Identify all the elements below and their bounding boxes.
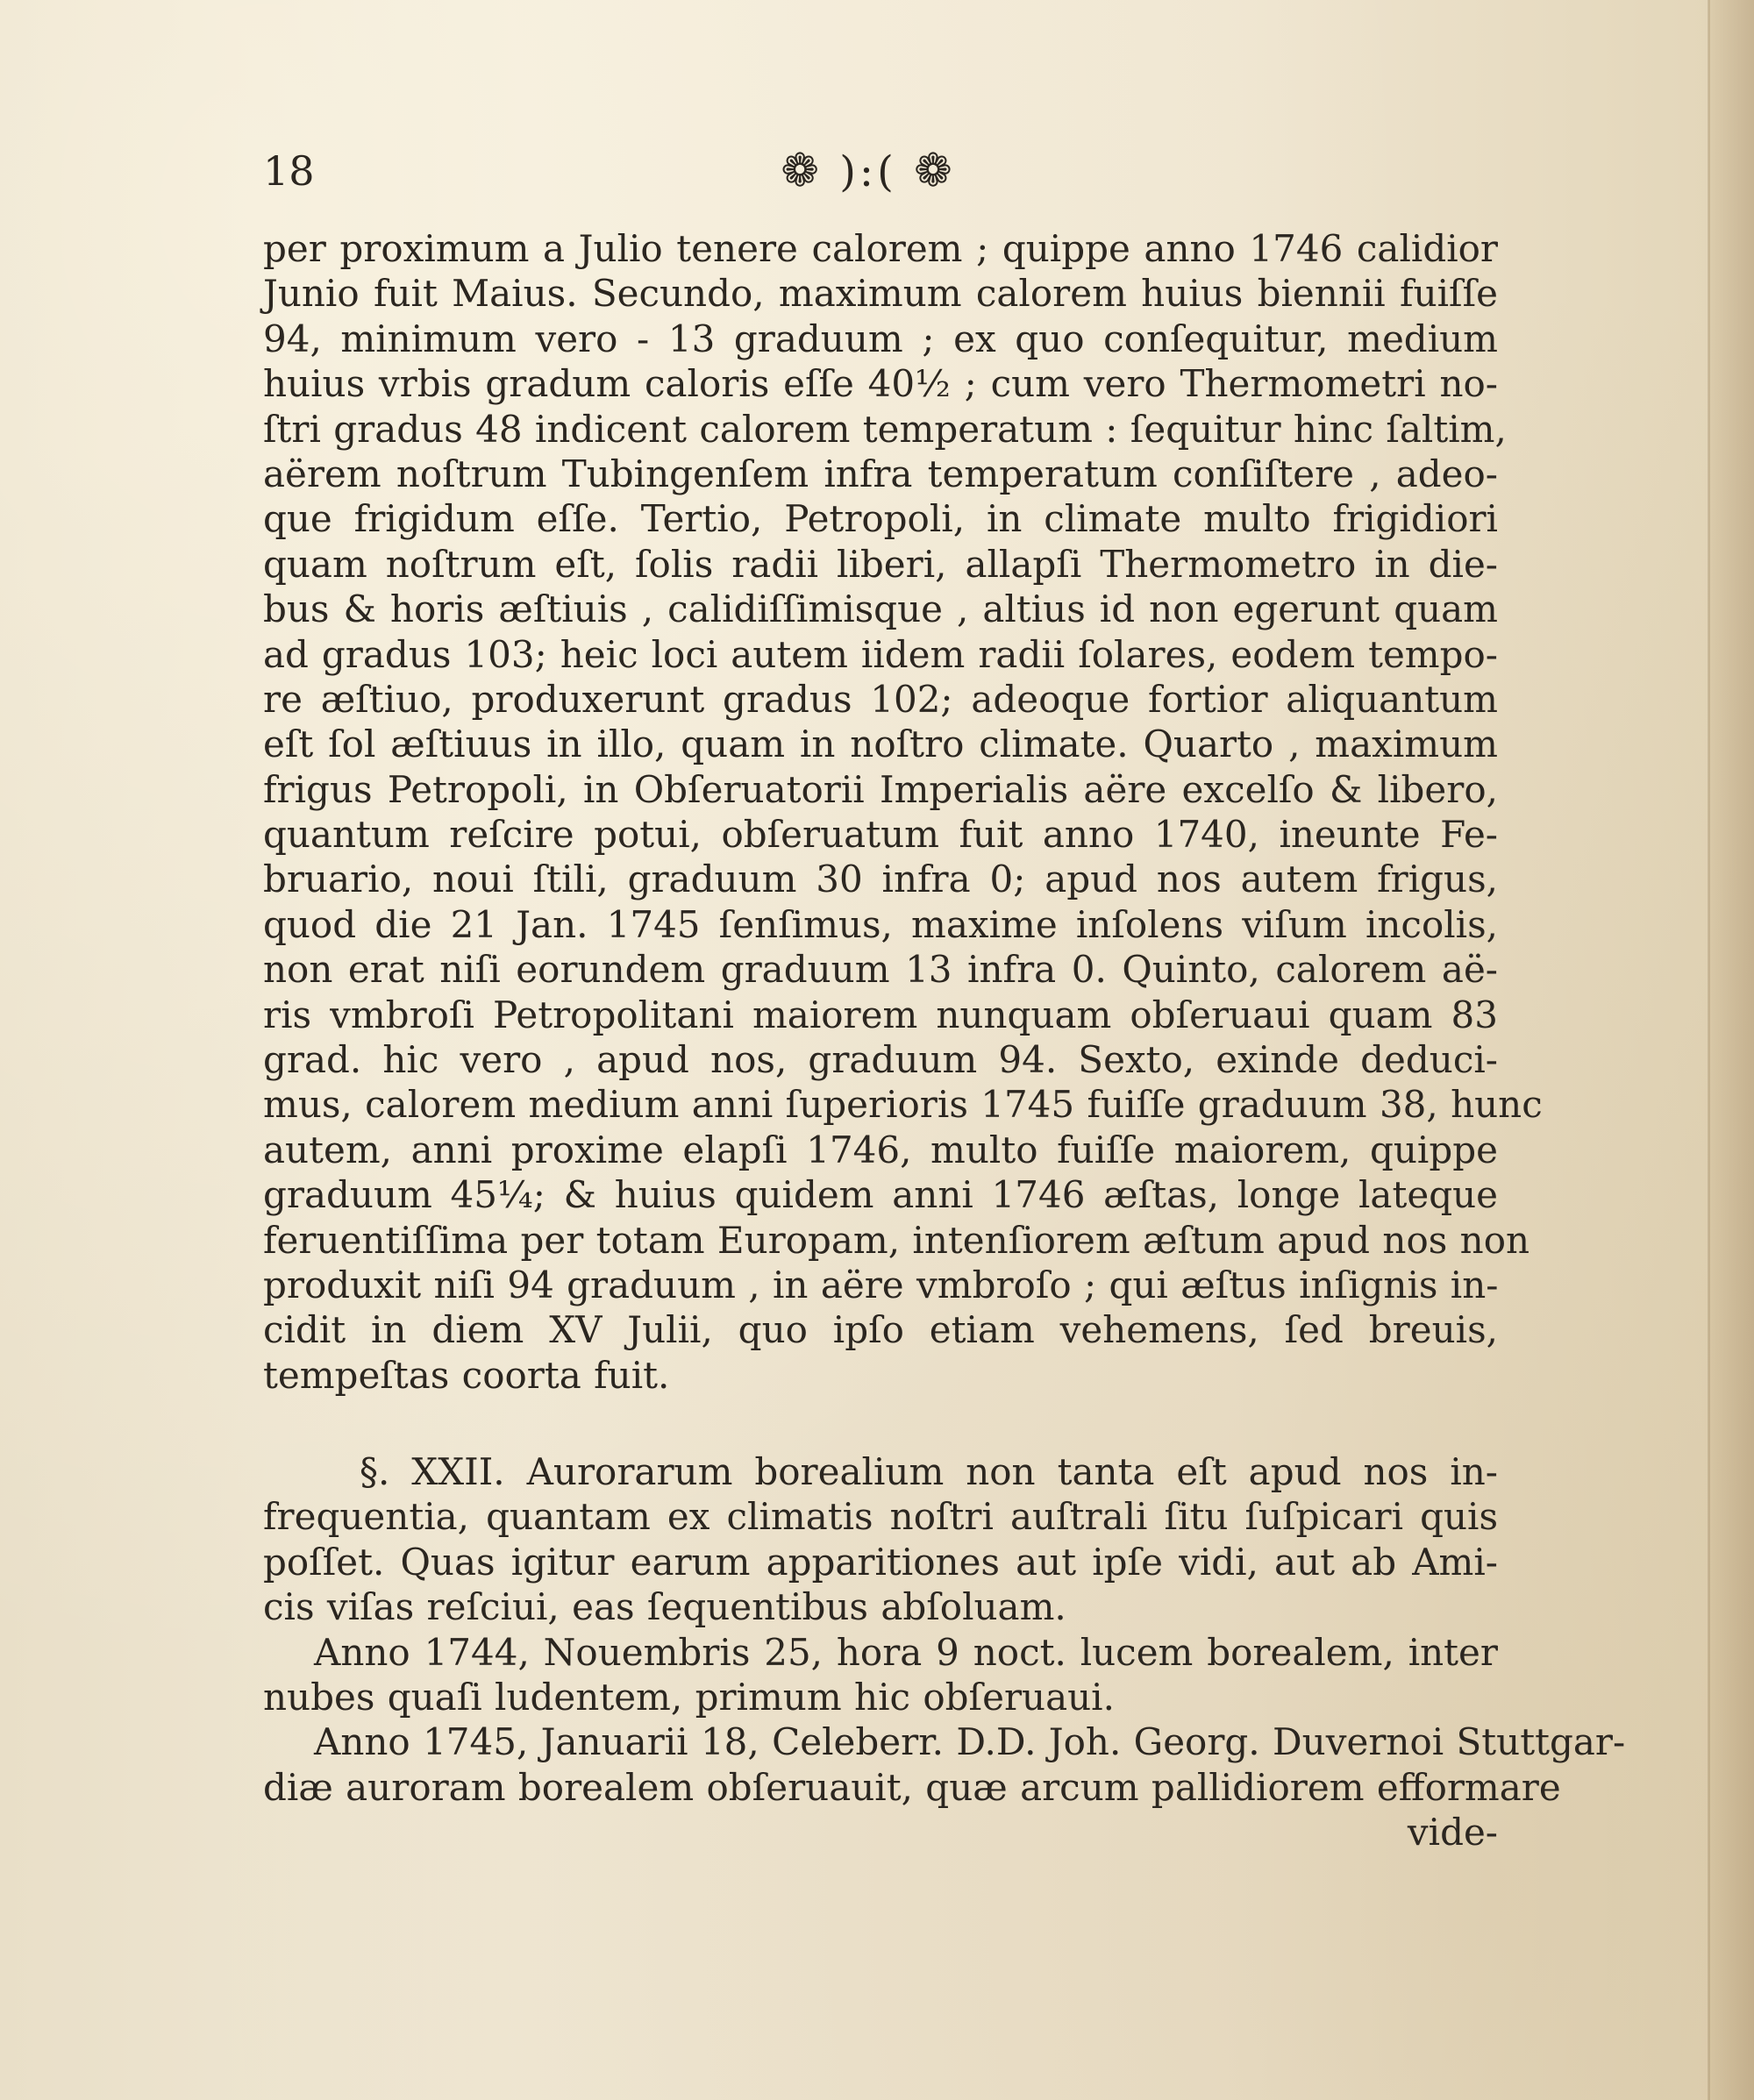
text-line: grad. hic vero , apud nos, graduum 94. Sexto, exinde deduci- bbox=[263, 1038, 1498, 1082]
header-ornament bbox=[754, 140, 982, 202]
text-line: huius vrbis gradum caloris eſſe 40½ ; cum vero Thermometri no- bbox=[263, 362, 1498, 406]
page-header bbox=[263, 140, 1491, 202]
text-line: que frigidum eſſe. Tertio, Petropoli, in climate multo frigidiori bbox=[263, 497, 1498, 541]
text-line: cidit in diem XV Julii, quo ipſo etiam vehemens, ſed breuis, bbox=[263, 1308, 1498, 1352]
text-line: 94, minimum vero - 13 graduum ; ex quo conſequitur, medium bbox=[263, 317, 1498, 360]
text-line: quod die 21 Jan. 1745 ſenſimus, maxime inſolens viſum incolis, bbox=[263, 902, 1498, 946]
page-edge-shadow bbox=[1708, 0, 1754, 2100]
text-line: re æſtiuo, produxerunt gradus 102; adeoque fortior aliquantum bbox=[263, 677, 1498, 721]
text-line: nubes quaſi ludentem, primum hic obſeruaui. bbox=[263, 1675, 1115, 1719]
text-line: graduum 45¼; & huius quidem anni 1746 æſtas, longe lateque bbox=[263, 1173, 1498, 1217]
paragraph-thermometer-observations bbox=[263, 226, 1543, 1398]
text-line: bus & horis æſtiuis , calidiſſimisque , altius id non egerunt quam bbox=[263, 587, 1498, 631]
text-line: ris vmbroſi Petropolitani maiorem nunquam obſeruaui quam 83 bbox=[263, 993, 1498, 1036]
text-line: quantum reſcire potui, obſeruatum fuit anno 1740, ineunte Fe- bbox=[263, 813, 1498, 857]
text-line: ad gradus 103; heic loci autem iidem radii ſolares, eodem tempo- bbox=[263, 632, 1498, 676]
text-line: ſtri gradus 48 indicent calorem temperatum : ſequitur hinc ſaltim, bbox=[263, 407, 1507, 451]
text-line: frequentia, quantam ex climatis noſtri auſtrali ſitu ſuſpicari quis bbox=[263, 1495, 1498, 1539]
text-line: diæ auroram borealem obſeruauit, quæ arcum pallidiorem efformare bbox=[263, 1765, 1561, 1809]
text-line: tempeſtas coorta fuit. bbox=[263, 1353, 670, 1397]
text-line: feruentiſſima per totam Europam, intenſiorem æſtum apud nos non bbox=[263, 1218, 1530, 1262]
text-line: Junio fuit Maius. Secundo, maximum calorem huius biennii fuiſſe bbox=[263, 272, 1498, 316]
catchword: vide- bbox=[1407, 1811, 1498, 1854]
text-line: non erat niſi eorundem graduum 13 infra 0. Quinto, calorem aë- bbox=[263, 948, 1498, 992]
text-line: cis viſas reſciui, eas ſequentibus abſoluam. bbox=[263, 1585, 1066, 1629]
text-line: bruario, noui ſtili, graduum 30 infra 0; apud nos autem frigus, bbox=[263, 858, 1498, 901]
ornament-center-glyph: ):( bbox=[839, 147, 897, 196]
text-line: poſſet. Quas igitur earum apparitiones aut ipſe vidi, aut ab Ami- bbox=[263, 1540, 1498, 1584]
text-line: aërem noſtrum Tubingenſem infra temperatum conſiſtere , adeo- bbox=[263, 452, 1498, 495]
page-fold-line bbox=[1708, 0, 1710, 2100]
text-line: frigus Petropoli, in Obſeruatorii Imperialis aëre excelſo & libero, bbox=[263, 767, 1498, 811]
text-line: quam noſtrum eſt, ſolis radii liberi, allapſi Thermometro in die- bbox=[263, 542, 1498, 586]
page-number: 18 bbox=[263, 147, 315, 195]
text-line: Anno 1744, Nouembris 25, hora 9 noct. lucem borealem, inter bbox=[314, 1630, 1498, 1674]
text-line: produxit niſi 94 graduum , in aëre vmbroſo ; qui æſtus inſignis in- bbox=[263, 1263, 1499, 1306]
flower-ornament-left-icon: ❁ bbox=[781, 145, 823, 197]
text-line: §. XXII. Aurorarum borealium non tanta eſt apud nos in- bbox=[360, 1450, 1498, 1493]
text-line: per proximum a Julio tenere calorem ; quippe anno 1746 calidior bbox=[263, 227, 1498, 270]
text-line: autem, anni proxime elapſi 1746, multo fuiſſe maiorem, quippe bbox=[263, 1128, 1498, 1171]
text-line: Anno 1745, Januarii 18, Celeberr. D.D. Joh. Georg. Duvernoi Stuttgar- bbox=[314, 1720, 1626, 1764]
flower-ornament-right-icon: ❁ bbox=[914, 145, 956, 197]
text-line: mus, calorem medium anni ſuperioris 1745 fuiſſe graduum 38, hunc bbox=[263, 1083, 1543, 1127]
text-line: eſt ſol æſtiuus in illo, quam in noſtro climate. Quarto , maximum bbox=[263, 723, 1498, 766]
section-xxii-aurorae bbox=[263, 1449, 1626, 1855]
